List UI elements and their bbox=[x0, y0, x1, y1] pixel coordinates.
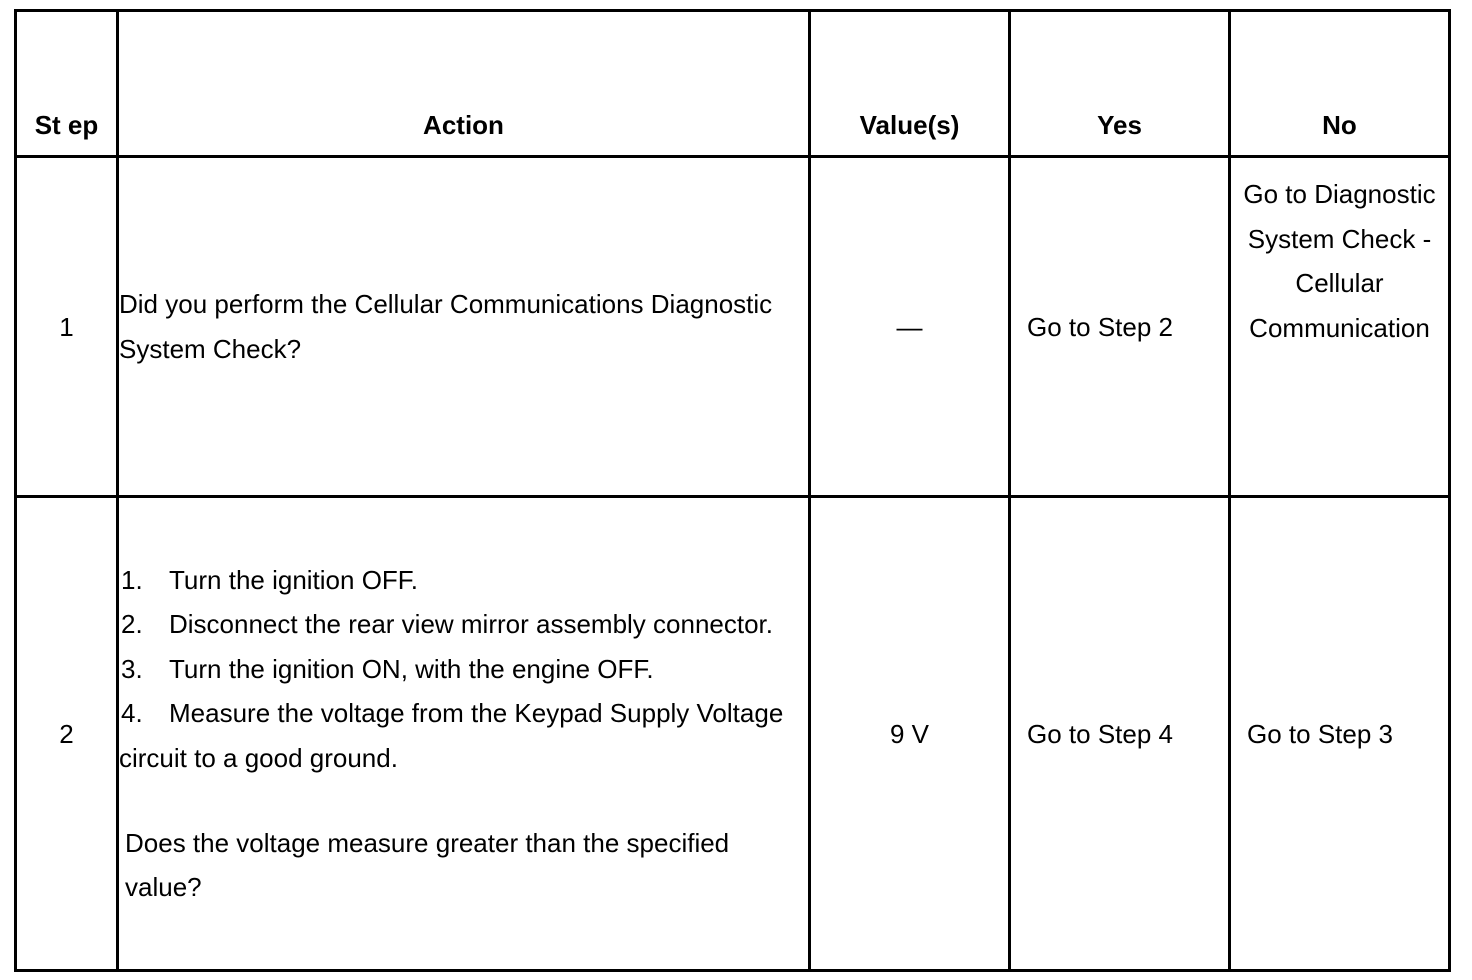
action-item: 1. Turn the ignition OFF. bbox=[121, 564, 419, 595]
action-cell bbox=[118, 497, 810, 971]
action-question: Does the voltage measure greater than the specified value? bbox=[125, 828, 730, 903]
no-link[interactable]: Go to Diagnostic System Check - Cellular Communication bbox=[1243, 179, 1436, 343]
header-action: Action bbox=[118, 11, 810, 157]
action-item: 3. Turn the ignition ON, with the engine OFF. bbox=[121, 653, 654, 684]
table-row bbox=[16, 157, 1450, 497]
step-number: 1 bbox=[16, 157, 118, 497]
action-text: Did you perform the Cellular Communications Diagnostic System Check? bbox=[119, 288, 773, 364]
diagnostic-table bbox=[14, 9, 1451, 972]
action-item: 2. Disconnect the rear view mirror assembly connector. bbox=[121, 609, 774, 640]
action-cell bbox=[118, 157, 810, 497]
action-item: 4. Measure the voltage from the Keypad Supply Voltage circuit to a good ground. bbox=[119, 698, 784, 773]
no-cell bbox=[1230, 157, 1450, 497]
step-number: 2 bbox=[16, 497, 118, 971]
header-no: No bbox=[1230, 11, 1450, 157]
header-step: St ep bbox=[16, 11, 118, 157]
no-cell bbox=[1230, 497, 1450, 971]
yes-link[interactable]: Go to Step 2 bbox=[1027, 311, 1173, 342]
table-header-row bbox=[16, 11, 1450, 157]
value-cell: — bbox=[810, 157, 1010, 497]
value-cell: 9 V bbox=[810, 497, 1010, 971]
header-values: Value(s) bbox=[810, 11, 1010, 157]
header-yes: Yes bbox=[1010, 11, 1230, 157]
yes-cell bbox=[1010, 497, 1230, 971]
table-row bbox=[16, 497, 1450, 971]
yes-cell bbox=[1010, 157, 1230, 497]
no-link[interactable]: Go to Step 3 bbox=[1247, 718, 1393, 749]
yes-link[interactable]: Go to Step 4 bbox=[1027, 718, 1173, 749]
